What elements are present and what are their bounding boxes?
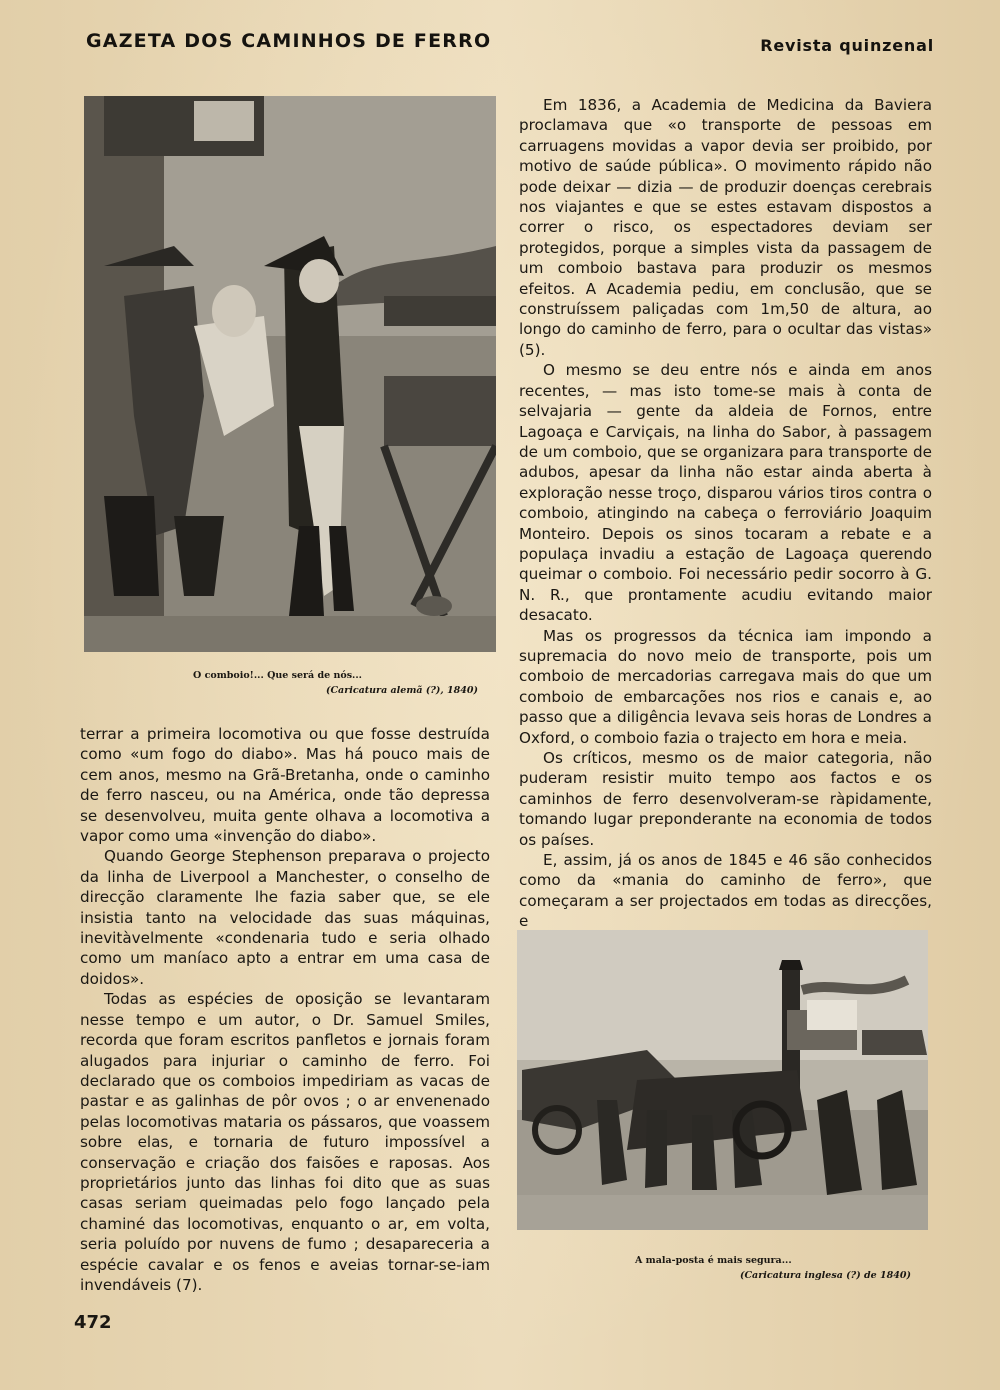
page-number: 472 (74, 1312, 112, 1333)
article-left-column (80, 724, 490, 1295)
paragraph: Todas as espécies de oposição se levantaram nesse tempo e um autor, o Dr. Samuel Smiles, recorda que foram escritos panfletos e jornais foram alugados para injuriar o caminho de ferro. Foi declarado que os comboios impediriam as vacas de pastar e as galinhas de pôr ovos ; o ar envenenado pelas locomotivas mataria os pássaros, que voassem sobre elas, e tornaria de futuro impossível a conservação e criação dos faisões e raposas. Aos proprietários junto das linhas foi dito que as suas casas seriam queimadas pelo fogo lançado pela chaminé das locomotivas, enquanto o ar, em volta, seria poluído por nuvens de fumo ; desapareceria a espécie cavalar e os fenos e aveias tornar-se-iam invendáveis (7). (80, 990, 490, 1294)
paragraph: Em 1836, a Academia de Medicina da Baviera proclamava que «o transporte de pessoas em carruagens movidas a vapor devia ser proibido, por motivo de saúde pública». O movimento rápido não pode deixar — dizia — de produzir doenças cerebrais nos viajantes e que se estes estavam dispostos a correr o risco, os espectadores deviam ser protegidos, porque a simples vista da passagem de um comboio bastava para produzir os mesmos efeitos. A Academia pediu, em conclusão, que se construíssem paliçadas com 1m,50 de altura, ao longo do caminho de ferro, para o ocultar das vistas» (5). (519, 96, 932, 359)
paragraph: Mas os progressos da técnica iam impondo a supremacia do novo meio de transporte, pois um comboio de mercadorias carregava mais do que um comboio de embarcações nos rios e canais e, ao passo que a diligência levava seis horas de Londres a Oxford, o comboio fazia o trajecto em hora e meia. (519, 626, 932, 747)
figure2-caption-credit: (Caricatura inglesa (?) de 1840) (740, 1270, 911, 1281)
paragraph: terrar a primeira locomotiva ou que fosse destruída como «um fogo do diabo». Mas há pouco mais de cem anos, mesmo na Grã-Bretanha, onde o caminho de ferro nasceu, ou na América, onde tão depressa se desenvolveu, muita gente olhava a locomotiva a vapor como uma «invenção do diabo». (80, 725, 490, 846)
figure1-caption-title: O comboio!... Que será de nós... (193, 670, 362, 681)
paragraph: Os críticos, mesmo os de maior categoria, não puderam resistir muito tempo aos factos e os caminhos de ferro desenvolveram-se ràpidamente, tomando lugar preponderante na economia de todos os países. (519, 749, 932, 849)
journal-title: GAZETA DOS CAMINHOS DE FERRO (86, 30, 492, 52)
figure1-caption-credit: (Caricatura alemã (?), 1840) (326, 685, 478, 696)
journal-subtitle: Revista quinzenal (760, 36, 934, 55)
caricature-illustration-english (517, 930, 928, 1230)
paragraph: Quando George Stephenson preparava o projecto da linha de Liverpool a Manchester, o conselho de direcção claramente lhe fazia saber que, se ele insistia tanto na velocidade das suas máquinas, inevitàvelmente «condenaria tudo e seria olhado como um maníaco apto a entrar em uma casa de doidos». (80, 847, 490, 988)
article-right-column (519, 95, 932, 932)
illustration-drawing (517, 930, 928, 1230)
illustration-drawing (84, 96, 496, 652)
figure2-caption-title: A mala-posta é mais segura... (635, 1255, 792, 1266)
paragraph: E, assim, já os anos de 1845 e 46 são conhecidos como da «mania do caminho de ferro», que começaram a ser projectados em todas as direcções, e (519, 851, 932, 931)
caricature-illustration-german (84, 96, 496, 652)
paragraph: O mesmo se deu entre nós e ainda em anos recentes, — mas isto tome-se mais à conta de selvajaria — gente da aldeia de Fornos, entre Lagoaça e Carviçais, na linha do Sabor, à passagem de um comboio, que se organizara para transporte de adubos, apesar da linha não estar ainda aberta à exploração nesse troço, disparou vários tiros contra o comboio, atingindo na cabeça o ferroviário Joaquim Monteiro. Depois os sinos tocaram a rebate e a populaça invadiu a estação de Lagoaça querendo queimar o comboio. Foi necessário pedir socorro à G. N. R., que prontamente acudiu evitando maior desacato. (519, 361, 932, 625)
